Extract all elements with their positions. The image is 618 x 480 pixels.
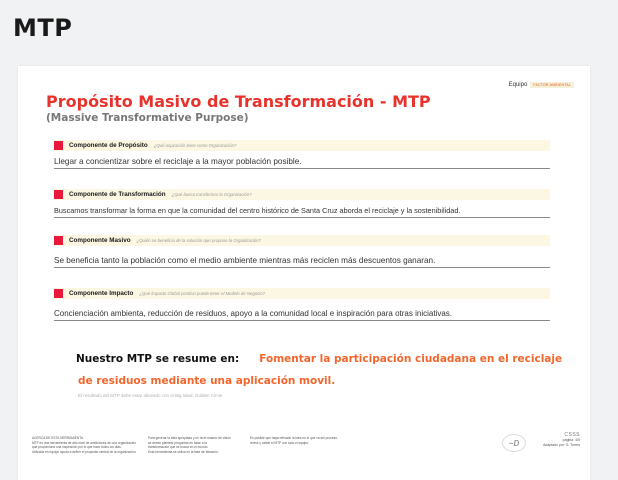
footer-text: se deben plantear preguntas en base a la	[148, 440, 207, 445]
component-question: ¿Qué aspiración tiene como Organización?	[153, 143, 237, 148]
footer-guidance-column	[148, 436, 231, 454]
component-impacto	[54, 288, 550, 321]
component-question: ¿Qué busca transformar la Organización?	[171, 192, 252, 197]
component-label: Componente Masivo	[69, 237, 131, 244]
component-answer-field[interactable]: Buscamos transformar la forma en que la comunidad del centro histórico de Santa Cruz aborda el reciclaje y la sostenibilidad.	[54, 206, 550, 218]
footer-text: transformación que se busca en el mundo.	[148, 445, 209, 450]
component-answer-field[interactable]: Se beneficia tanto la población como el medio ambiente mientras más reciclen más descuentos ganaran.	[54, 256, 550, 268]
footer-code: CSSS	[564, 432, 580, 438]
footer-text: MTP es una herramienta de alto nivel de ambiciones de una organización	[32, 440, 136, 445]
footer-text: Esta herramienta se utiliza en la fase de Ideación.	[148, 449, 219, 454]
team-value[interactable]: FACTOR AMBIENTAL	[530, 82, 574, 88]
footer-text: revise y valide el MTP con todo el equipo.	[250, 440, 309, 445]
red-marker-icon	[54, 190, 63, 199]
footer-text: Para generar la idea apropiada y un nivel masivo de visión	[148, 436, 231, 440]
mtp-summary	[76, 353, 562, 365]
summary-label: Nuestro MTP se resume en:	[76, 353, 240, 365]
footer-credit: Adaptado por: S. Torres	[543, 443, 580, 447]
summary-text-line1[interactable]: Fomentar la participación ciudadana en el reciclaje	[259, 353, 563, 365]
team-label: Equipo	[508, 82, 528, 88]
component-answer-field[interactable]: Concienciación ambienta, reducción de residuos, apoyo a la comunidad local e inspiración para otras iniciativas.	[54, 309, 550, 321]
page-title: MTP	[13, 14, 73, 42]
alignment-note: El resultado del MTP debe estar alineado con el Big Ideal, Golden Circle	[78, 393, 223, 398]
component-header	[54, 235, 550, 246]
component-proposito	[54, 140, 550, 169]
footer-page-number: página: 4/5	[562, 438, 580, 442]
footer-review-column	[250, 436, 338, 445]
red-marker-icon	[54, 141, 63, 150]
brand-logo-icon: ~D	[502, 434, 526, 452]
component-transformacion	[54, 189, 550, 218]
component-header	[54, 189, 550, 200]
component-label: Componente de Propósito	[69, 142, 148, 149]
mtp-summary-continued	[78, 371, 335, 389]
sheet-footer	[18, 434, 590, 480]
footer-text: Utilizada en equipo ayuda a definir el propósito central de la organización.	[32, 449, 137, 454]
component-label: Componente Impacto	[69, 290, 134, 297]
summary-text-line2[interactable]: de residuos mediante una aplicación movil.	[78, 375, 336, 387]
component-header	[54, 288, 550, 299]
component-masivo	[54, 235, 550, 268]
component-answer-field[interactable]: Llegar a concientizar sobre el reciclaje a la mayor población posible.	[54, 157, 550, 169]
red-marker-icon	[54, 236, 63, 245]
footer-about-column	[32, 436, 136, 454]
red-marker-icon	[54, 289, 63, 298]
sheet-title: Propósito Masivo de Transformación - MTP	[46, 92, 431, 111]
component-question: ¿Quién se beneficia de la solución que propone la Organización?	[136, 238, 262, 243]
sheet-subtitle: (Massive Transformative Purpose)	[46, 112, 249, 124]
footer-page-info	[543, 433, 580, 448]
footer-text: ACERCA DE ESTA HERRAMIENTA	[32, 436, 84, 440]
component-label: Componente de Transformación	[69, 191, 166, 198]
footer-text: Es posible que haya refinado la idea en lo que va del proceso,	[250, 436, 338, 440]
component-question: ¿Qué impacto Global positivo puede tener el Modelo de Negocio?	[139, 291, 266, 296]
footer-text: que proporciona una inspiración por lo que hace todos los días.	[32, 445, 122, 450]
mtp-canvas-sheet	[18, 66, 590, 480]
component-header	[54, 140, 550, 151]
team-field	[509, 82, 574, 88]
